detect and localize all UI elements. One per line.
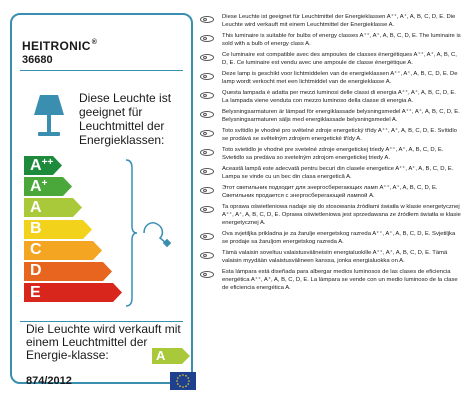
energy-class-suffix: ++ <box>41 157 54 168</box>
translation-text: Tämä valaisin soveltuu valaistusvälineisiin energialuokille A⁺⁺, A⁺, A, B, C, D, E. Tämä valaisin myydään valaistusvälineen kanssa, jonka energialuokka on A. <box>222 249 448 264</box>
translation-item <box>200 269 462 293</box>
translation-text: Esta lámpara está diseñada para albergar medios luminosos de las clases de eficiencia energética A⁺⁺, A⁺, A, B, C, D, E. La lámpara se vende con un medio luminoso de la clase de eficiencia energética A. <box>222 268 458 291</box>
language-mark-icon <box>200 271 214 278</box>
translation-text: Deze lamp is geschikt voor lichtmiddelen van de energieklassen A⁺⁺, A⁺, A, B, C, D, E. De lamp wordt verkocht met een lichtmiddel van de energieklasse A. <box>222 71 458 85</box>
energy-class-bar <box>24 241 102 260</box>
sold-class-arrow <box>152 348 190 364</box>
eu-star <box>177 383 179 385</box>
energy-class-letter: A <box>30 177 42 195</box>
eu-star <box>187 377 189 379</box>
language-mark-icon <box>200 92 214 99</box>
energy-class-letter: B <box>30 220 42 238</box>
language-mark-icon <box>200 35 214 42</box>
translation-text: Ta oprawa oświetleniowa nadaje się do stosowania źródłami światła w klasie energetycznej A⁺⁺, A⁺, A, B, C, D, E. Oprawa oświetleniowa jest sprzedawana ze źródłem światła w klasie energetycznej A. <box>222 204 461 226</box>
energy-class-bar <box>24 283 122 302</box>
translation-text: Ce luminaire est compatible avec des ampoules de classes énergétiques A⁺⁺, A⁺, A, B, C, D, E. Ce luminaire est vendu avec une ampoule de classe énergétique A. <box>222 52 457 66</box>
eu-star <box>182 386 184 388</box>
translation-item <box>200 185 462 201</box>
eu-star <box>182 374 184 376</box>
translation-text: Toto svietidlo je vhodné pre svetelné zdroje energetickej triedy A⁺⁺, A⁺, A, B, C, D, E. Svietidlo sa predáva so svetelným zdrojom energetickej triedy A. <box>222 147 444 161</box>
language-mark-icon <box>200 233 214 240</box>
energy-class-letter: C <box>30 241 42 259</box>
language-mark-icon <box>200 206 214 213</box>
divider <box>20 70 183 71</box>
energy-class-letter: E <box>30 283 41 301</box>
language-mark-icon <box>200 130 214 137</box>
translation-item <box>200 128 462 144</box>
language-mark-icon <box>200 73 214 80</box>
energy-class-scale <box>24 156 122 304</box>
translation-item <box>200 90 462 106</box>
energy-class-bar <box>24 177 72 196</box>
translation-item <box>200 71 462 87</box>
eu-star <box>179 385 181 387</box>
language-mark-icon <box>200 149 214 156</box>
energy-class-letter: A <box>30 156 42 174</box>
energy-label-card <box>10 13 193 387</box>
translation-item <box>200 166 462 182</box>
eu-star <box>176 380 178 382</box>
energy-class-letter: D <box>30 262 42 280</box>
eu-star <box>188 380 190 382</box>
energy-class-bar <box>24 220 92 239</box>
translation-text: Questa lampada è adatta per mezzi luminosi delle classi di energia A⁺⁺, A⁺, A, B, C, D, E. La lampada viene venduta con mezzo luminoso della classe di energia A. <box>222 90 456 104</box>
language-mark-icon <box>200 111 214 118</box>
language-mark-icon <box>200 168 214 175</box>
language-mark-icon <box>200 187 214 194</box>
language-mark-icon <box>200 54 214 61</box>
suitability-text: Diese Leuchte ist geeignet für Leuchtmittel der Energieklassen: <box>79 91 172 147</box>
translation-text: This luminaire is suitable for bulbs of energy classes A⁺⁺, A⁺, A, B, C, D, E. The luminaire is sold with a bulb of energy class A. <box>222 33 461 47</box>
translation-text: Этот светильник подходит для энергосберегающих ламп A⁺⁺, A⁺, A, B, C, D, E. Светильник продается с энергосберегающей лампой A. <box>222 185 438 199</box>
translation-item <box>200 14 462 30</box>
eu-star <box>177 377 179 379</box>
translation-item <box>200 231 462 247</box>
translation-item <box>200 204 462 228</box>
eu-star <box>185 375 187 377</box>
language-mark-icon <box>200 16 214 23</box>
energy-class-bar <box>24 262 112 281</box>
sold-class-letter: A <box>156 348 166 363</box>
translation-item <box>200 33 462 49</box>
eu-star <box>179 375 181 377</box>
energy-class-suffix: + <box>41 178 48 190</box>
translation-text: Ova svjetiljka prikladna je za žarulje energetskog razreda A⁺⁺, A⁺, A, B, C, D, E. Svjetiljka se prodaje sa žaruljom energetskog razreda A. <box>222 230 456 245</box>
translation-text: Această lampă este adecvată pentru becuri din clasele energetice A⁺⁺, A⁺, A, B, C, D, E. Lampa se vinde cu un bec din clasa energetică A. <box>222 166 454 180</box>
language-mark-icon <box>200 252 214 259</box>
translations-list <box>200 14 462 296</box>
brand-name: HEITRONIC® <box>22 39 98 53</box>
energy-class-bar <box>24 156 62 175</box>
regulation-number: 874/2012 <box>26 375 72 387</box>
table-lamp-icon <box>32 93 66 139</box>
sold-with-text: Die Leuchte wird verkauft mit einem Leuchtmittel der Energie-klasse: <box>26 322 181 362</box>
energy-class-bar <box>24 198 82 217</box>
translation-item <box>200 250 462 266</box>
translation-text: Diese Leuchte ist geeignet für Leuchtmittel der Energieklassen A⁺⁺, A⁺, A, B, C, D, E. Die Leuchte wird verkauft mit einem Leuchtmittel der Energieklasse A. <box>222 14 456 28</box>
eu-flag-icon <box>170 372 196 390</box>
model-number: 36680 <box>22 54 53 66</box>
eu-star <box>185 385 187 387</box>
eu-star <box>187 383 189 385</box>
translation-text: Toto svítidlo je vhodné pro světelné zdroje energetický třídy A⁺⁺, A⁺, A, B, C, D, E. Svítidlo se prodává se světelným zdrojem energetické třídy A. <box>222 128 457 142</box>
light-bulb-icon <box>140 218 174 248</box>
energy-class-letter: A <box>30 198 42 216</box>
translation-item <box>200 52 462 68</box>
translation-item <box>200 147 462 163</box>
translation-text: Belysningsarmaturen är lämpad för energiklassade belysningsmedel A⁺⁺, A⁺, A, B, C, D, E. Belysningsarmaturen säljs med energiklassade belysningsmedel A. <box>222 109 460 123</box>
brace-icon <box>124 158 138 308</box>
translation-item <box>200 109 462 125</box>
